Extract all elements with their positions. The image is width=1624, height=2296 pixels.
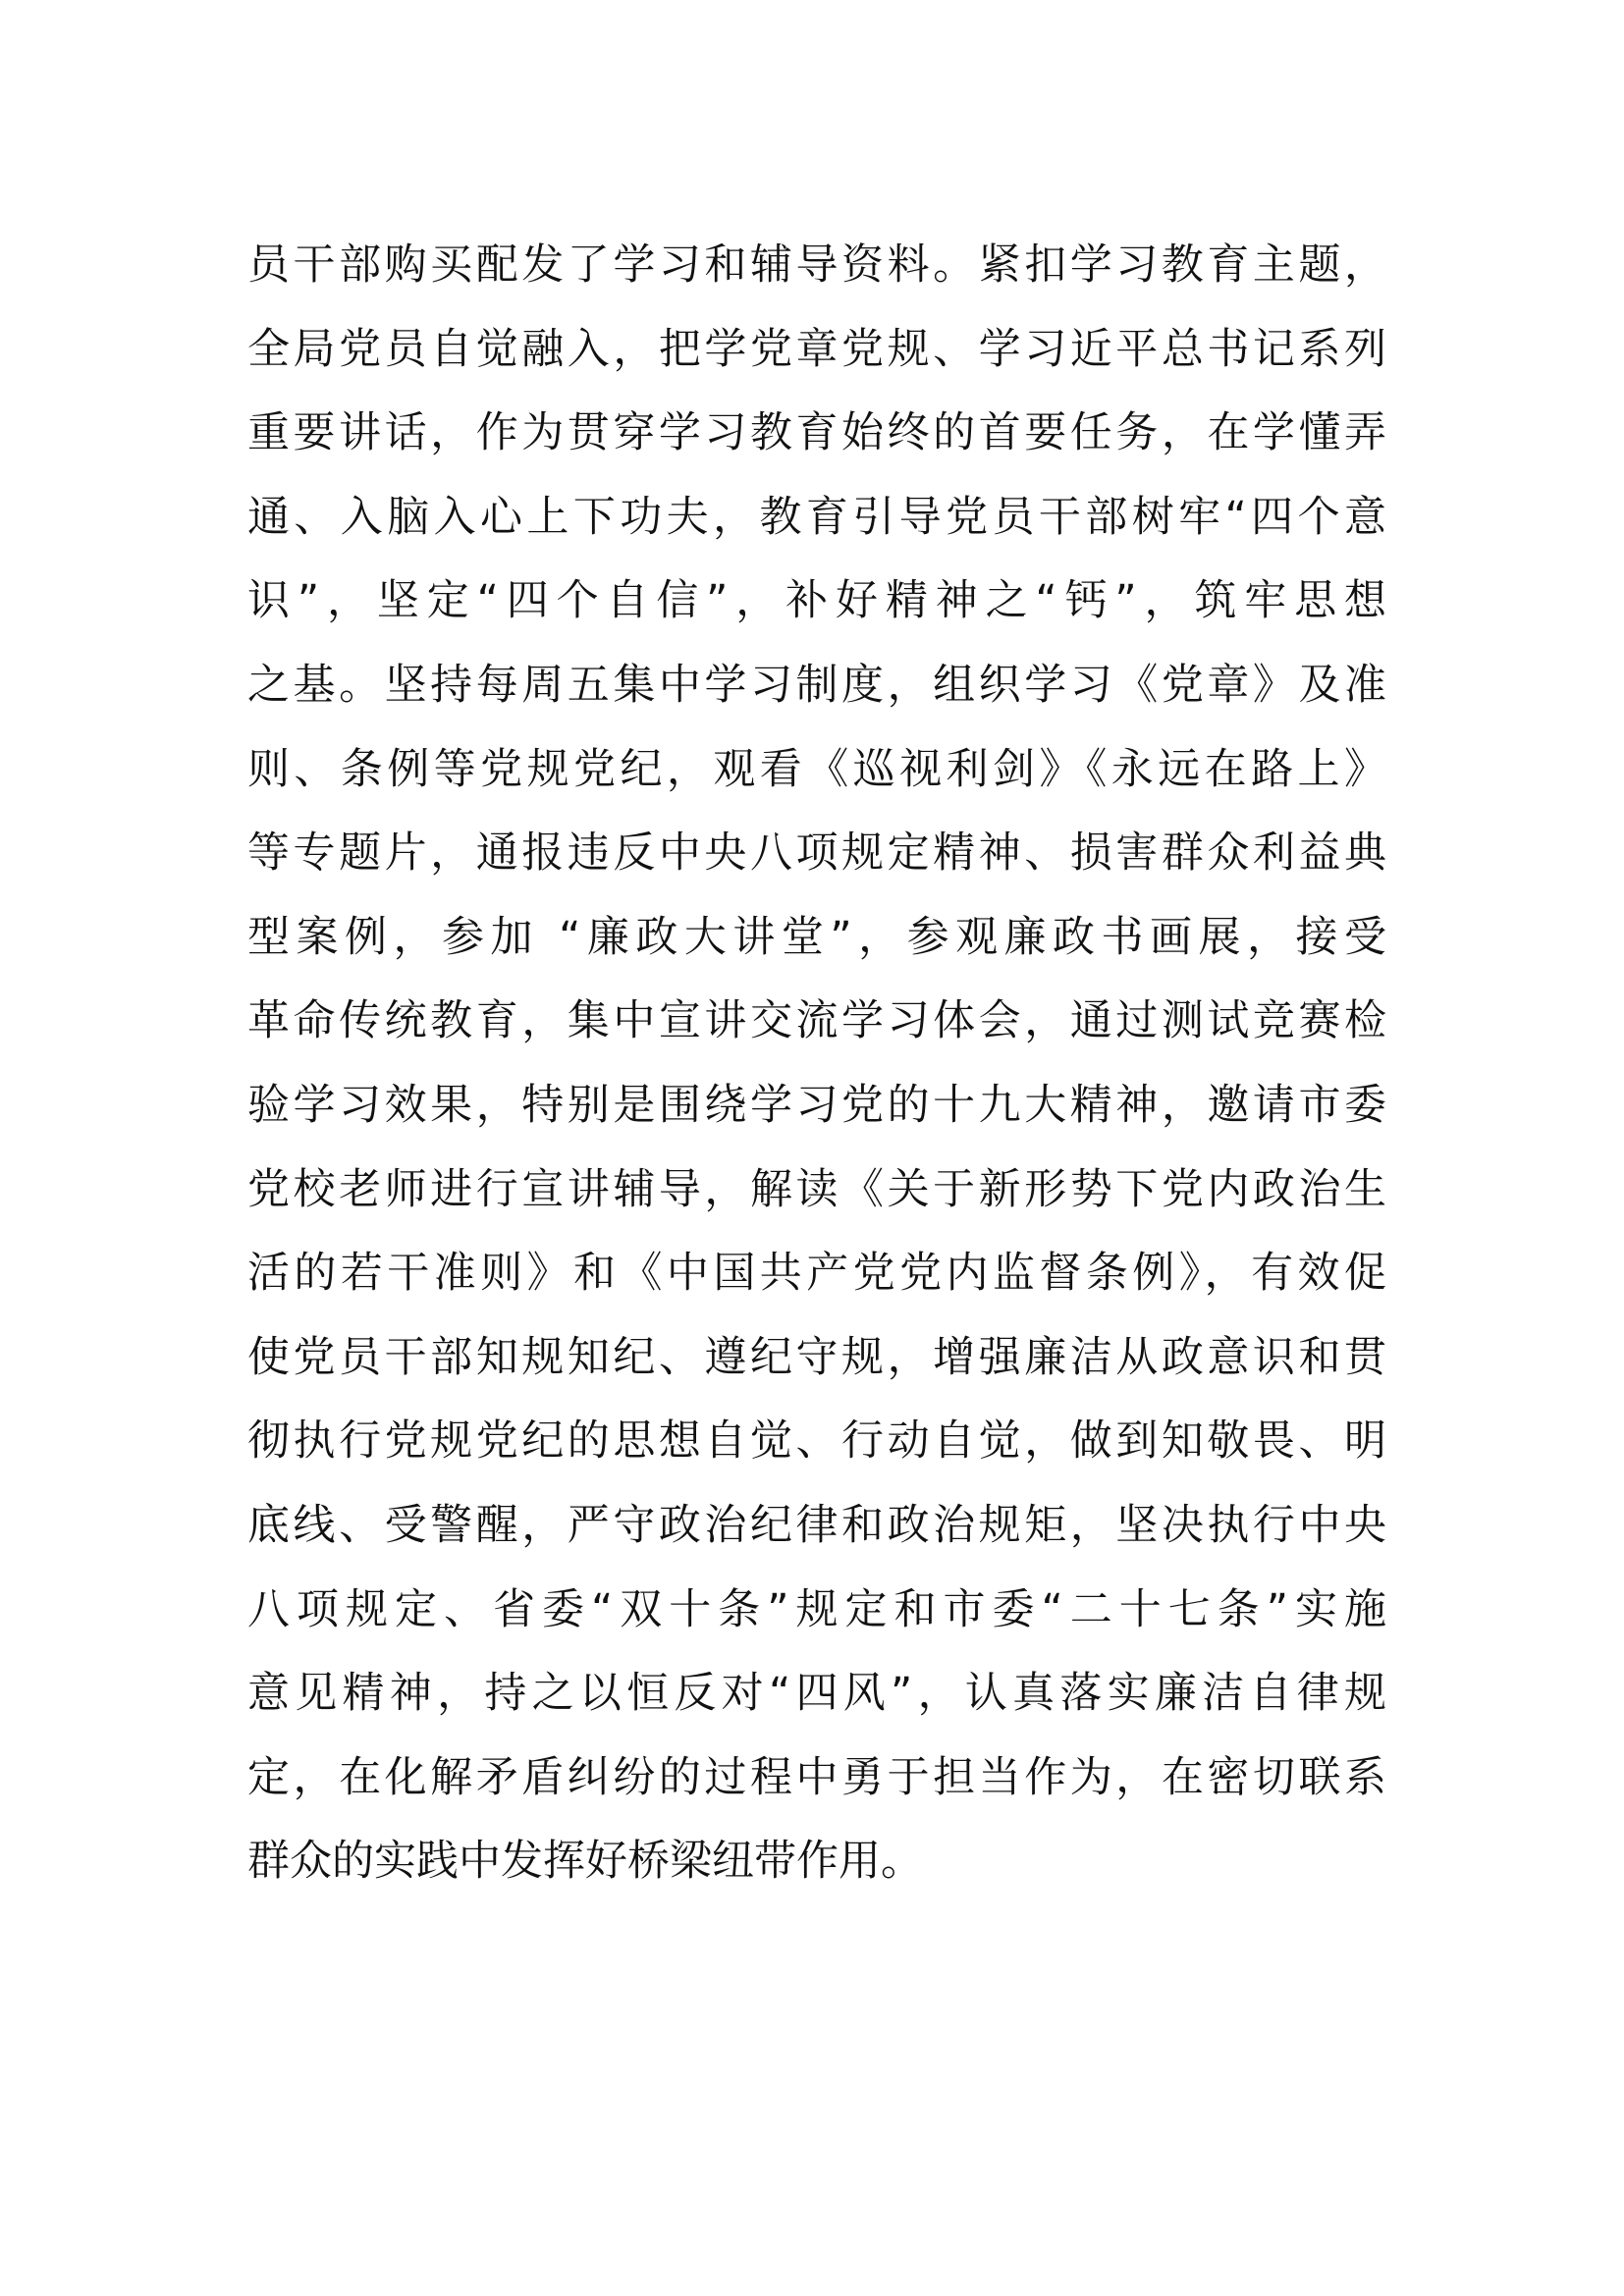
paragraph-line: 验学习效果，特别是围绕学习党的十九大精神，邀请市委 — [247, 1080, 1386, 1130]
paragraph-line: 定，在化解矛盾纠纷的过程中勇于担当作为，在密切联系 — [247, 1752, 1386, 1802]
paragraph-line: 活的若干准则》和《中国共产党党内监督条例》，有效促 — [247, 1249, 1386, 1299]
paragraph-line: 等专题片，通报违反中央八项规定精神、损害群众利益典 — [247, 828, 1386, 879]
paragraph-line-last: 群众的实践中发挥好桥梁纽带作用。 — [247, 1837, 923, 1887]
paragraph-line: 员干部购买配发了学习和辅导资料。紧扣学习教育主题， — [247, 240, 1386, 290]
paragraph-line: 意见精神，持之以恒反对“四风”，认真落实廉洁自律规 — [247, 1669, 1386, 1719]
paragraph-line: 之基。坚持每周五集中学习制度，组织学习《党章》及准 — [247, 660, 1386, 710]
paragraph-line: 党校老师进行宣讲辅导，解读《关于新形势下党内政治生 — [247, 1164, 1386, 1214]
paragraph-line: 使党员干部知规知纪、遵纪守规，增强廉洁从政意识和贯 — [247, 1332, 1386, 1382]
paragraph-line: 则、条例等党规党纪，观看《巡视利剑》《永远在路上》 — [247, 744, 1386, 794]
paragraph-line: 识”，坚定“四个自信”，补好精神之“钙”，筑牢思想 — [247, 576, 1386, 626]
paragraph-line: 底线、受警醒，严守政治纪律和政治规矩，坚决执行中央 — [247, 1500, 1386, 1550]
body-paragraph — [247, 224, 1386, 1904]
paragraph-line: 彻执行党规党纪的思想自觉、行动自觉，做到知敬畏、明 — [247, 1416, 1386, 1467]
paragraph-line: 型案例，参加 “廉政大讲堂”，参观廉政书画展，接受 — [247, 912, 1386, 962]
paragraph-line: 全局党员自觉融入，把学党章党规、学习近平总书记系列 — [247, 324, 1386, 374]
paragraph-line: 革命传统教育，集中宣讲交流学习体会，通过测试竞赛检 — [247, 996, 1386, 1046]
paragraph-line: 重要讲话，作为贯穿学习教育始终的首要任务，在学懂弄 — [247, 408, 1386, 458]
paragraph-line: 八项规定、省委“双十条”规定和市委“二十七条”实施 — [247, 1584, 1386, 1634]
paragraph-line: 通、入脑入心上下功夫，教育引导党员干部树牢“四个意 — [247, 492, 1386, 542]
